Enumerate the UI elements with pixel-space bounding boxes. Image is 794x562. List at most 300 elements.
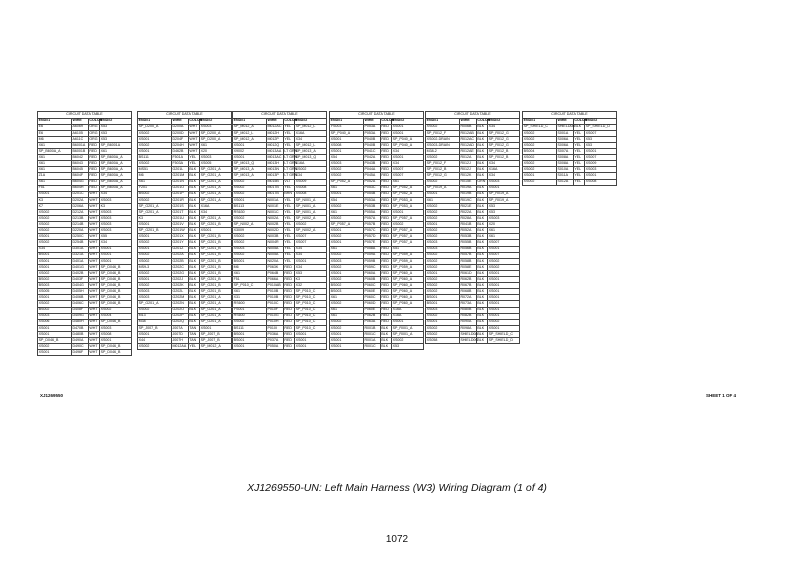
table-cell: BLK — [380, 337, 391, 343]
table-cell: ORG — [89, 130, 98, 135]
table-cell: P010H — [266, 319, 283, 325]
table-cell: X16A — [392, 313, 424, 319]
table-cell: XS002 — [330, 264, 364, 270]
table-cell: BLK — [188, 228, 199, 234]
table-cell: S012A — [556, 179, 573, 185]
table-cell: XS007 — [295, 234, 327, 240]
table-cell: BLK — [476, 210, 487, 216]
table-cell: B6045 — [71, 167, 88, 173]
table-cell: SP_M012_L — [295, 124, 327, 130]
table-cell: G201R — [171, 197, 188, 203]
table-cell: XS002 — [295, 222, 327, 228]
table-cell: XS002 — [426, 258, 460, 264]
table-cell: LT GRN — [284, 167, 298, 172]
table-title: CIRCUIT DATA TABLE — [232, 111, 327, 118]
table-cell: WHT — [189, 130, 198, 135]
table-cell: SP_B6001A — [100, 142, 132, 148]
table-cell: WHT — [89, 215, 98, 220]
table-cell: BLK — [476, 124, 487, 130]
table-cell: RED — [380, 191, 391, 197]
table-cell: SP_G201_B — [200, 234, 232, 240]
table-cell: SP_P057_A — [392, 216, 424, 222]
table-cell: XS002 — [523, 136, 557, 142]
table-cell: P057A — [363, 216, 380, 222]
table-cell: BS001 — [426, 295, 460, 301]
table-cell: XS001 — [488, 277, 520, 283]
table-cell: F51 — [38, 185, 72, 191]
table-cell: XS002 — [426, 264, 460, 270]
table-cell: P062B — [363, 313, 380, 319]
table-cell: SP_G201_A — [200, 301, 232, 307]
table-cell: F501A — [171, 155, 188, 161]
table-cell: X53 — [295, 270, 327, 276]
table-cell: RED — [380, 264, 391, 270]
table-cell: RED — [88, 185, 99, 191]
table-cell: SP_P060_A — [392, 301, 424, 307]
table-cell: N002A — [266, 216, 283, 222]
table-cell: G201S — [171, 203, 188, 209]
table-cell: XS001 — [295, 331, 327, 337]
table-cell: XS001 — [392, 155, 424, 161]
table-cell: BLK — [188, 173, 199, 179]
table-cell: R082B — [459, 313, 476, 319]
table-cell: X61 — [233, 289, 267, 295]
table-cell: SP_G201_B — [200, 222, 232, 228]
table-cell: G201M — [171, 173, 188, 179]
table-cell: M6 — [138, 173, 172, 179]
table-cell: R012K — [459, 173, 476, 179]
table-cell: RED — [283, 270, 294, 276]
table-cell: R080B — [459, 307, 476, 313]
table-cell: RED — [380, 185, 391, 191]
table-cell: SP_P040_A — [392, 142, 424, 148]
table-cell: YEL — [283, 210, 294, 216]
table-cell: P045A — [363, 173, 380, 179]
table-cell: SP_R012_B — [488, 149, 520, 155]
column-header: END#2 — [100, 118, 132, 124]
table-cell: P060C — [363, 283, 380, 289]
table-cell: XS002 — [330, 167, 364, 173]
table-cell: P053B — [363, 203, 380, 209]
table-cell: SP_P010_C — [233, 283, 267, 289]
table-cell: BLK — [476, 240, 487, 246]
table-cell: XS002 — [426, 277, 460, 283]
table-cell: XS001 — [330, 136, 364, 142]
table-cell: SP_P057_A — [330, 222, 364, 228]
table-cell: R058E — [459, 264, 476, 270]
table-cell: VLT — [283, 179, 294, 185]
table-cell: P010C — [266, 301, 283, 307]
table-cell: BLK — [188, 277, 199, 283]
table-cell: SP_R001_A — [392, 331, 424, 337]
table-cell: XS001 — [38, 264, 72, 270]
table-cell: N002B — [266, 222, 283, 228]
table-cell: R090A — [459, 319, 476, 325]
table-cell: SP_P057_A — [392, 228, 424, 234]
table-cell: XS001 — [488, 307, 520, 313]
table-cell: YEL — [283, 203, 294, 209]
table-cell: RS630 — [233, 210, 267, 216]
table-cell: BS003 — [38, 283, 72, 289]
table-cell: XS001 — [488, 301, 520, 307]
table-cell: BS001 — [426, 301, 460, 307]
table-cell: P010G — [266, 313, 283, 319]
table-cell: XS001 — [426, 191, 460, 197]
table-cell: XS002 — [295, 167, 327, 173]
table-cell: X16A — [392, 307, 424, 313]
table-cell: N005A — [266, 246, 283, 252]
table-cell: XS002 — [426, 283, 460, 289]
table-cell: BS001 — [38, 252, 72, 258]
table-cell: RED — [380, 277, 391, 283]
table-cell: RED — [380, 216, 391, 222]
table-cell: SP_N002_A — [233, 222, 267, 228]
table-cell: RED — [283, 289, 294, 295]
table-cell: XS002 — [38, 270, 72, 276]
table-cell: SP_B600A_A — [100, 185, 132, 191]
table-cell: R012J — [459, 161, 476, 167]
table-cell: SP_D046_B — [100, 295, 132, 301]
table-cell: BLK — [476, 331, 487, 337]
table-cell: BLK — [188, 191, 199, 197]
table-cell: XS002 — [330, 301, 364, 307]
table-cell: X54 — [330, 197, 364, 203]
table-cell: X61 — [233, 270, 267, 276]
table-cell: XS002 — [38, 344, 72, 350]
table-cell: P053A — [363, 130, 380, 136]
table-cell: M38-2 — [426, 149, 460, 155]
table-cell: X61 — [38, 142, 72, 148]
table-cell: X61 — [200, 142, 232, 148]
table-cell: P059B — [363, 258, 380, 264]
table-cell: XS002 — [488, 264, 520, 270]
table-cell: X53 — [100, 130, 132, 136]
table-cell: WHT — [89, 343, 98, 348]
table-cell: P040B — [363, 136, 380, 142]
table-cell: SP_P057_A — [392, 234, 424, 240]
table-cell: P042A — [363, 155, 380, 161]
table-cell: XS002 — [138, 344, 172, 350]
table-cell: XS001 — [426, 319, 460, 325]
table-cell: XS008 — [295, 191, 327, 197]
table-cell: XS001 — [38, 325, 72, 331]
table-cell: BLK — [188, 295, 199, 301]
table-cell: X34 — [295, 136, 327, 142]
table-cell: SP_P059_A — [392, 252, 424, 258]
table-cell: XS001 — [233, 197, 267, 203]
table-cell: SP_G201_A — [200, 173, 232, 179]
table-cell: SP_J007_B — [200, 337, 232, 343]
table-title: CIRCUIT DATA TABLE — [37, 111, 132, 118]
table-cell: SP_SHIELD_C — [523, 124, 557, 130]
table-cell: P054B — [363, 191, 380, 197]
table-cell: XS001 — [488, 325, 520, 331]
table-cell: SP_G201_A — [200, 179, 232, 185]
table-cell: XS002 — [138, 252, 172, 258]
table-cell: BLK — [476, 301, 487, 307]
table-cell: BS001 — [233, 258, 267, 264]
table-title: CIRCUIT DATA TABLE — [137, 111, 232, 118]
table-cell: XS002-DRAIN — [426, 136, 460, 142]
table-cell: XS002 — [392, 337, 424, 343]
table-cell: SP_P057_A — [392, 240, 424, 246]
table-cell: SP_P060_A — [392, 270, 424, 276]
table-cell: D406C — [71, 301, 88, 307]
column-header: WIRE — [459, 118, 476, 124]
table-cell: XS002 — [138, 307, 172, 313]
table-cell: G201V — [171, 222, 188, 228]
table-cell: BS001 — [233, 337, 267, 343]
table-cell: SHIELD08 — [460, 331, 478, 336]
table-cell: R072A — [459, 295, 476, 301]
table-cell: X3009 — [233, 228, 267, 234]
table-cell: D201C — [71, 191, 88, 197]
document-reference: XJ1269550 — [40, 393, 64, 398]
table-cell: XS001 — [426, 222, 460, 228]
table-cell: XS002 — [523, 155, 557, 161]
table-cell: M012H — [266, 130, 283, 136]
table-cell: BLK — [476, 197, 487, 203]
table-cell: SP_G201_A — [138, 210, 172, 216]
table-cell: RED — [283, 307, 294, 313]
circuit-data-table — [425, 111, 520, 344]
circuit-data-table — [137, 111, 232, 350]
table-cell: G202N — [171, 301, 188, 307]
table-cell: D401A — [71, 258, 88, 264]
table-cell: BLK — [188, 197, 199, 203]
table-cell: XS002 — [426, 210, 460, 216]
table-cell: R055B — [459, 240, 476, 246]
table-cell: SP_J007_B — [200, 331, 232, 337]
table-cell: R015E — [459, 179, 476, 185]
table-cell: BLK — [188, 210, 199, 216]
table-cell: D301A — [71, 246, 88, 252]
table-cell: D409G — [71, 313, 88, 319]
table-row — [426, 337, 520, 343]
table-cell: XS001 — [488, 289, 520, 295]
figure-caption: XJ1269550-UN: Left Main Harness (W3) Wiring Diagram (1 of 4) — [247, 482, 547, 494]
table-cell: XS005 — [200, 161, 232, 167]
table-cell: XS002 — [138, 270, 172, 276]
table-cell: R012AE — [459, 149, 476, 155]
table-cell: RED — [380, 283, 391, 289]
table-cell: G202K — [171, 283, 188, 289]
circuit-data-table — [522, 111, 617, 186]
table-cell: XS001 — [523, 173, 557, 179]
table-cell: XS002 — [426, 124, 460, 130]
table-cell: WHT — [89, 313, 98, 318]
table-cell: SP_G201_A — [200, 191, 232, 197]
table-cell: WHT — [89, 252, 98, 257]
table-cell: SP_SHIELD_D — [585, 124, 617, 130]
table-cell: E6 — [38, 124, 72, 130]
table-cell: XS003 — [585, 167, 617, 173]
table-cell: N001A — [266, 197, 283, 203]
table-cell: RED — [380, 252, 391, 258]
table-cell: SP_R019_A — [488, 197, 520, 203]
table-cell: BLK — [476, 289, 487, 295]
table-cell: BLK — [188, 216, 199, 222]
table-cell: XS058 — [426, 337, 460, 343]
table-cell: P041C — [363, 149, 380, 155]
table-cell: SP_G201_A — [200, 307, 232, 313]
table-cell: SP_B600A_A — [100, 179, 132, 185]
table-cell: BLK — [188, 240, 199, 246]
table-cell: X53 — [392, 344, 424, 350]
table-cell: WHT — [89, 270, 98, 275]
table-cell: SP_SHIELD_D — [488, 337, 520, 343]
table-cell: XS002 — [426, 331, 460, 337]
table-cell: M017B — [266, 191, 283, 197]
table-cell: R022A — [459, 210, 476, 216]
table-cell: YEL — [283, 228, 294, 234]
table-cell: R062B — [459, 277, 476, 283]
column-header: WIRE — [71, 118, 88, 124]
table-cell: XS007 — [392, 167, 424, 173]
table-cell: N001C — [266, 210, 283, 216]
table-cell: S008A — [556, 155, 573, 161]
table-cell: BLK — [188, 234, 199, 240]
table-cell: WHT — [89, 331, 98, 336]
table-cell: SP_P060_A — [392, 283, 424, 289]
table-cell: G201Y — [171, 240, 188, 246]
table-cell: SP_P010_C — [295, 307, 327, 313]
table-cell: Y201 — [138, 185, 172, 191]
column-header: END#1 — [330, 118, 364, 124]
table-cell: SP_G201_A — [200, 197, 232, 203]
table-cell: RED — [380, 289, 391, 295]
table-cell: XS009 — [585, 161, 617, 167]
table-cell: X16A — [295, 130, 327, 136]
column-header: END#1 — [138, 118, 172, 124]
table-cell: M012Q — [266, 142, 283, 148]
table-cell: WHT — [89, 234, 98, 239]
table-cell: XS001 — [233, 155, 267, 161]
table-cell: WHT — [89, 240, 98, 245]
table-cell: RED — [88, 142, 99, 148]
table-cell: D202A — [71, 197, 88, 203]
table-cell: SP_G201_A — [138, 301, 172, 307]
table-cell: R057B — [459, 252, 476, 258]
table-cell: XS001 — [233, 344, 267, 350]
table-cell: SP_P010_C — [295, 301, 327, 307]
table-cell: XS003 — [426, 240, 460, 246]
table-cell: G201U — [171, 216, 188, 222]
table-cell: BLK — [188, 252, 199, 258]
table-cell: R001A — [363, 337, 380, 343]
column-header: WIRE — [363, 118, 380, 124]
table-cell: SP_M013_Q — [233, 161, 267, 167]
table-cell: RED — [283, 325, 294, 331]
table-cell: K3 — [100, 203, 132, 209]
table-cell: WHT — [189, 142, 198, 147]
table-cell: RED — [380, 313, 391, 319]
table-cell: BLK — [380, 331, 391, 337]
table-cell: R058B — [459, 258, 476, 264]
table-cell: X34 — [295, 173, 327, 179]
table-cell: RS600 — [233, 313, 267, 319]
table-cell: XS001 — [38, 331, 72, 337]
table-cell: BLK — [476, 252, 487, 258]
table-cell: SP_R012_B — [488, 155, 520, 161]
table-cell: G201L — [171, 167, 188, 173]
table-cell: G202M — [171, 295, 188, 301]
column-header: COLOR — [284, 118, 298, 123]
column-header: END#1 — [233, 118, 267, 124]
table-cell: YEL — [573, 179, 584, 185]
table-cell: P060E — [363, 289, 380, 295]
table-cell: SP_D046_B — [100, 289, 132, 295]
table-cell: BLK — [476, 313, 487, 319]
table-cell: XS002 — [523, 142, 557, 148]
circuit-data-table — [329, 111, 424, 350]
table-cell: X34 — [488, 173, 520, 179]
table-cell: XS001 — [488, 185, 520, 191]
table-cell: X34 — [392, 149, 424, 155]
table-cell: R012J — [459, 167, 476, 173]
table-cell: BLK — [188, 167, 199, 173]
table-cell: XS008 — [100, 331, 132, 337]
table-cell: J007A — [171, 325, 188, 331]
table-cell: P066A — [266, 277, 283, 283]
table-cell: G202P — [171, 313, 188, 319]
table-cell: X51 — [392, 246, 424, 252]
table-cell: BLK — [476, 222, 487, 228]
table-cell: XS002 — [426, 228, 460, 234]
table-cell: BLK — [476, 149, 487, 155]
table-cell: X53 — [585, 136, 617, 142]
table-cell: XS001 — [233, 142, 267, 148]
table-cell: SP_N002_A — [295, 228, 327, 234]
table-cell: RED — [283, 301, 294, 307]
table-cell: RED — [380, 203, 391, 209]
table-cell: SP_D046_B — [100, 277, 132, 283]
table-cell: SP_D046_B — [100, 283, 132, 289]
table-cell: RED — [380, 136, 391, 142]
table-cell: G202O — [171, 307, 188, 313]
table-cell: WHT — [89, 258, 98, 263]
table-cell: SP_M012_L — [295, 142, 327, 148]
table-cell: XS003 — [100, 216, 132, 222]
table-cell: G201O — [171, 185, 188, 191]
circuit-data-table — [37, 111, 132, 356]
table-cell: BS113 — [233, 203, 267, 209]
table-cell: BLK — [476, 319, 487, 325]
table-cell: BLK — [476, 307, 487, 313]
table-cell: XS002 — [426, 313, 460, 319]
table-cell: D405H — [71, 289, 88, 295]
table-cell: SP_M012_A — [233, 136, 267, 142]
table-cell: SP_D046_B — [100, 270, 132, 276]
table-cell: K3 — [295, 277, 327, 283]
table-cell: BLK — [476, 130, 487, 136]
table-cell: B604H — [71, 185, 88, 191]
table-cell: P010I — [266, 325, 283, 331]
table-cell: X61 — [330, 313, 364, 319]
table-cell: WHT — [89, 295, 98, 300]
table-cell: RED — [380, 301, 391, 307]
table-cell: M6 — [233, 264, 267, 270]
table-cell: BLK — [476, 337, 487, 343]
table-cell: XS002 — [523, 179, 557, 185]
table-cell: BS002 — [38, 307, 72, 313]
table-cell: SP_P010_C — [295, 325, 327, 331]
table-cell: SP_P010_C — [295, 319, 327, 325]
table-cell: R021E — [459, 203, 476, 209]
sheet-number: SHEET 1 OF 4 — [705, 393, 736, 398]
table-cell: S001A — [556, 130, 573, 136]
table-cell: BLK — [476, 270, 487, 276]
